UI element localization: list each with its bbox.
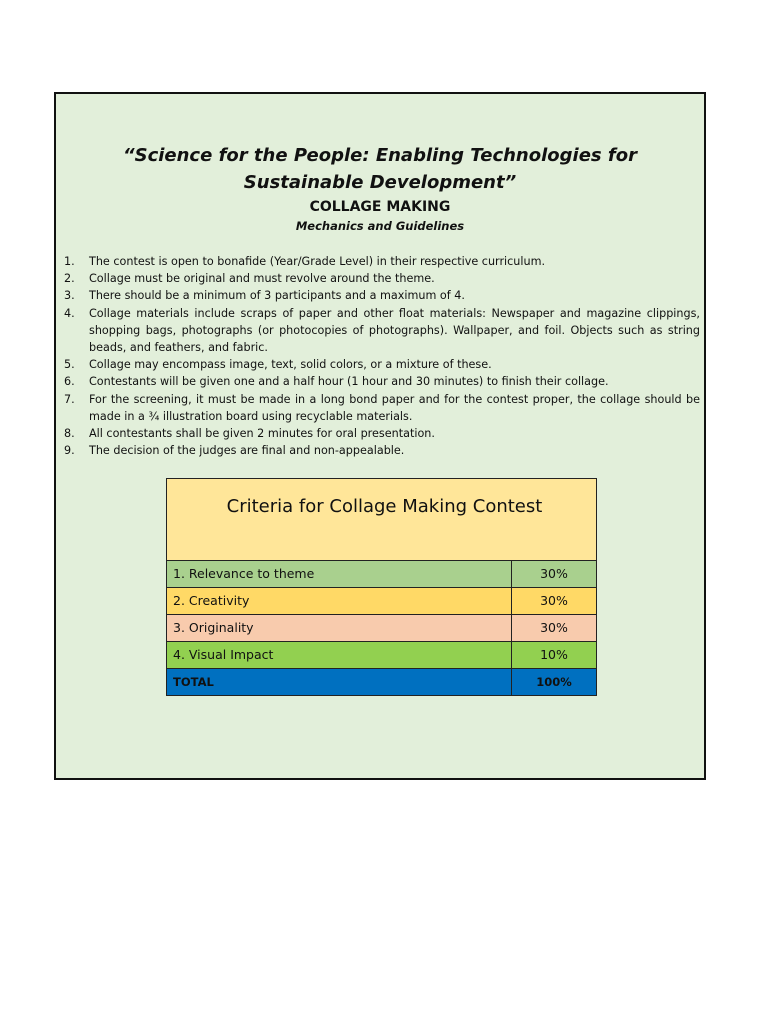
document-frame — [54, 92, 706, 780]
criteria-table-heading: Criteria for Collage Making Contest — [167, 479, 597, 561]
rule-text: For the screening, it must be made in a long bond paper and for the contest proper, the collage should be made in a ¾ illustration board using recyclable materials. — [89, 392, 700, 423]
title-line-2: Sustainable Development” — [243, 172, 517, 193]
rule-item — [64, 305, 700, 357]
criteria-value: 30% — [512, 615, 597, 642]
rule-text: The decision of the judges are final and non-appealable. — [89, 444, 405, 458]
criteria-value: 30% — [512, 588, 597, 615]
rule-item — [64, 425, 700, 442]
table-row — [167, 642, 597, 669]
criteria-table-header-row — [167, 479, 597, 561]
criteria-label: 4. Visual Impact — [167, 642, 512, 669]
rule-number: 4. — [64, 306, 75, 320]
rule-item — [64, 373, 700, 390]
rule-text: Contestants will be given one and a half hour (1 hour and 30 minutes) to finish their collage. — [89, 375, 609, 389]
total-value: 100% — [512, 669, 597, 696]
criteria-value: 30% — [512, 561, 597, 588]
table-row — [167, 615, 597, 642]
rules-list — [64, 253, 700, 459]
rule-number: 5. — [64, 358, 75, 372]
document-subtitle: COLLAGE MAKING — [309, 199, 451, 215]
rule-text: All contestants shall be given 2 minutes for oral presentation. — [89, 427, 435, 441]
rule-text: The contest is open to bonafide (Year/Grade Level) in their respective curriculum. — [89, 255, 546, 268]
rule-number: 9. — [64, 444, 75, 458]
rule-number: 8. — [64, 427, 75, 441]
rule-text: There should be a minimum of 3 participants and a maximum of 4. — [89, 289, 465, 303]
rule-text: Collage materials include scraps of paper and other float materials: Newspaper and magazine clippings, shopping bags, photographs (or photocopies of photographs). Wallpaper, and foil. Objects such as string beads, and feathers, and fabric. — [89, 306, 700, 355]
rule-number: 6. — [64, 375, 75, 389]
rule-item — [64, 391, 700, 425]
criteria-label: 2. Creativity — [167, 588, 512, 615]
total-row — [167, 669, 597, 696]
rule-number: 2. — [64, 272, 75, 286]
total-label: TOTAL — [167, 669, 512, 696]
rule-item — [64, 442, 700, 459]
rule-item — [64, 253, 700, 270]
criteria-table — [166, 478, 597, 696]
table-row — [167, 561, 597, 588]
rule-item — [64, 356, 700, 373]
criteria-label: 1. Relevance to theme — [167, 561, 512, 588]
rule-item — [64, 287, 700, 304]
rule-text: Collage may encompass image, text, solid colors, or a mixture of these. — [89, 358, 492, 372]
rule-item — [64, 270, 700, 287]
criteria-label: 3. Originality — [167, 615, 512, 642]
title-line-1: “Science for the People: Enabling Technologies for — [123, 145, 637, 166]
rule-number: 3. — [64, 289, 75, 303]
rule-number: 7. — [64, 392, 75, 406]
criteria-value: 10% — [512, 642, 597, 669]
rule-number: 1. — [64, 255, 75, 268]
rule-text: Collage must be original and must revolve around the theme. — [89, 272, 435, 286]
document-subsubtitle: Mechanics and Guidelines — [295, 219, 465, 233]
table-row — [167, 588, 597, 615]
document-title — [56, 142, 704, 196]
